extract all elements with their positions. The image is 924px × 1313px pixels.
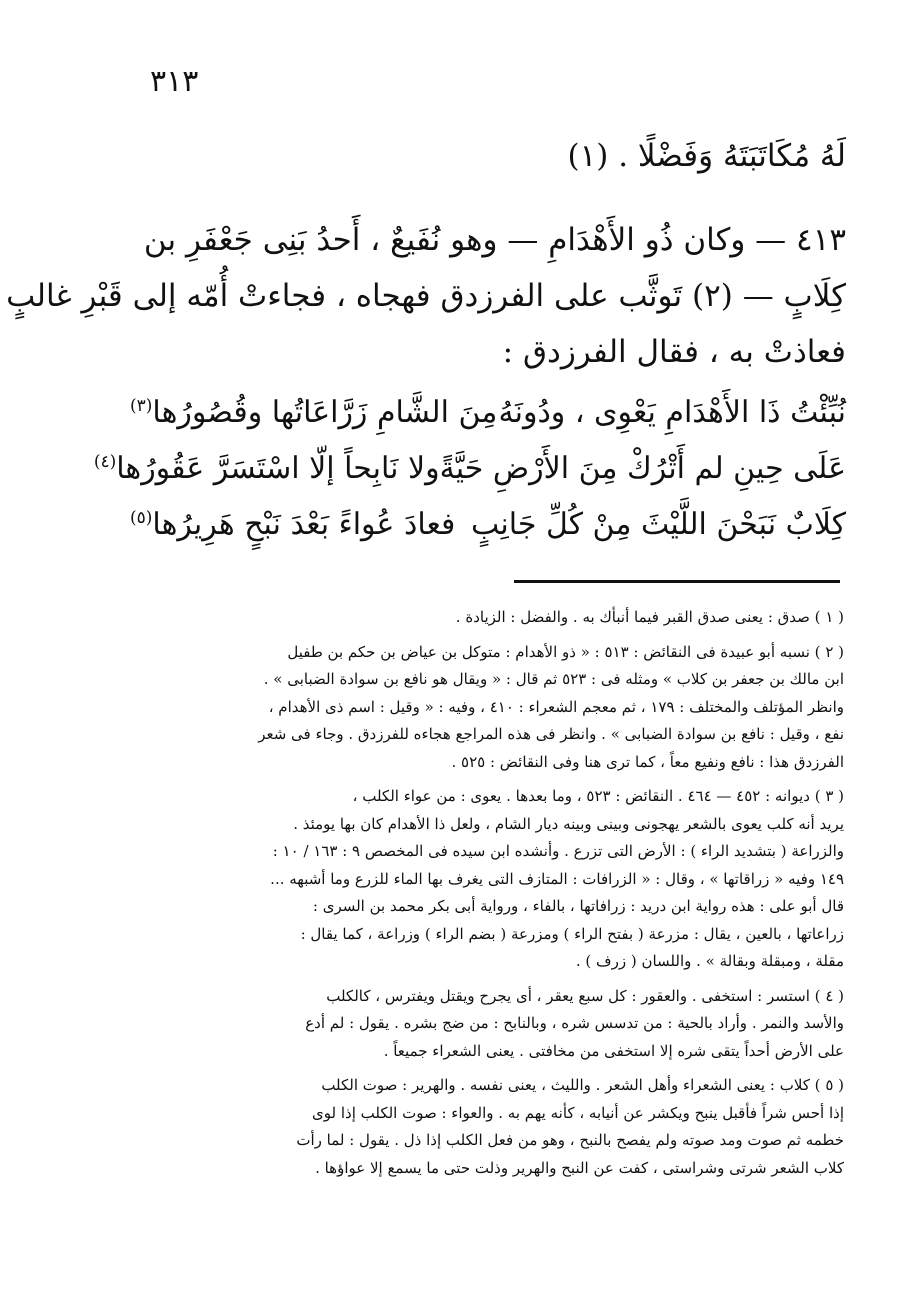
footnote-2: [132, 639, 844, 777]
paragraph-line: فعاذتْ به ، فقال الفرزدق :: [502, 334, 846, 370]
footnote-separator: [514, 580, 840, 583]
footnote-line: ( ٢ ) نسبه أبو عبيدة فى النقائض : ٥١٣ : « ذو الأهدام : متوكل بن عياض بن حكم بن طفيل: [287, 642, 844, 661]
footnote-line: ( ١ ) صدق : يعنى صدق القبر فيما أنبأك به . والفضل : الزيادة .: [455, 608, 844, 626]
footnote-line: إذا أحس شراً فأقبل ينبح ويكشر عن أنيابه ، كأنه يهم به . والعواء : صوت الكلب إذا لوى: [312, 1103, 844, 1122]
paragraph-line: كِلَابٍ — (٢) تَوثَّب على الفرزدق فهجاه ، فجاءتْ أُمّه إلى قَبْرِ غالبٍ: [6, 278, 846, 314]
verse-first-hemistich: نُبِّئْتُ ذَا الأَهْدَامِ يَعْوِى ، ودُونَهُ: [498, 394, 846, 430]
footnote-line: ابن مالك بن جعفر بن كلاب » ومثله فى : ٥٢٣ ثم قال : « ويقال هو نافع بن سوادة الضبابى » .: [263, 670, 844, 688]
footnote-4: [132, 983, 844, 1066]
footnote-line: كلاب الشعر شرتى وشراستى ، كفت عن النبح والهرير وذلت حتى ما يسمع إلا عواؤها .: [315, 1158, 844, 1177]
verse-second-hemistich: [130, 395, 497, 430]
footnote-line: مقلة ، ومبقلة وبقالة » . واللسان ( زرف ) .: [575, 952, 844, 970]
verse-first-hemistich: عَلَى حِينِ لم أَتْرُكْ مِنَ الأَرْضِ حَيَّةً: [439, 450, 846, 486]
footnote-line: والأسد والنمر . وأراد بالحية : من تدسس شره ، وبالنابح : من ضج بشره . يقول : لم أدع: [305, 1014, 844, 1032]
footnote-line: قال أبو على : هذه رواية ابن دريد : زرافاتها ، بالفاء ، ورواية أبى بكر محمد بن السرى :: [312, 897, 844, 915]
verse-second-text: مِنَ الشَّامِ زَرَّاعَاتُها وقُصُورُها: [152, 394, 498, 430]
footnote-line: والزراعة ( بتشديد الراء ) : الأرض التى تزرع . وأنشده ابن سيده فى المخصص ٩ : ١٦٣ / ١٠ :: [272, 842, 844, 860]
footnote-line: خطمه ثم صوت ومد صوته ولم يفصح بالنبح ، وهو من فعل الكلب إذا ذل . يقول : لما رأت: [296, 1131, 844, 1149]
verse-second-text: ولا نَابِحاً إلّا اسْتَسَرَّ عَقُورُها: [116, 450, 440, 486]
verse: [130, 384, 846, 440]
footnote-line: نفع ، وقيل : نافع بن سوادة الضبابى » . وانظر فى هذه المراجع هجاءه للفرزدق . وجاء فى شعر: [258, 725, 844, 743]
verse: [130, 496, 846, 552]
poem-verses: [93, 384, 846, 552]
footnote-line: ( ٣ ) ديوانه : ٤٥٢ — ٤٦٤ . النقائض : ٥٢٣ ، وما بعدها . يعوى : من عواء الكلب ،: [352, 787, 844, 805]
footnote-line: يريد أنه كلب يعوى بالشعر يهجونى وبينى وبينه ديار الشام ، ولعل ذا الأهدام كان بها يومئذ .: [293, 814, 844, 833]
page-number: ٣١٣: [150, 64, 199, 99]
verse-first-hemistich: كِلَابٌ نَبَحْنَ اللَّيْثَ مِنْ كُلِّ جَانِبٍ: [470, 506, 846, 542]
footnote-line: على الأرض أحداً يتقى شره إلا استخفى من مخافتى . يعنى الشعراء جميعاً .: [383, 1041, 844, 1060]
verse-second-hemistich: [130, 507, 455, 542]
footnote-marker: (٤): [93, 451, 117, 472]
footnote-marker: (٥): [130, 507, 153, 528]
footnote-line: زراعاتها ، بالعين ، يقال : مزرعة ( بفتح الراء ) ومزرعة ( بضم الراء ) وزراعة ، كما يقال :: [300, 924, 844, 943]
paragraph-line: ٤١٣ — وكان ذُو الأَهْدَامِ — وهو نُفَيعٌ ، أَحدُ بَنِى جَعْفَرِ بن: [143, 222, 846, 258]
verse: [93, 440, 846, 496]
footnote-5: [132, 1072, 844, 1182]
footnote-line: الفرزدق هذا : نافع ونفيع معاً ، كما ترى هنا وفى النقائض : ٥٢٥ .: [451, 752, 844, 771]
footnote-1: [132, 604, 844, 632]
footnotes: [132, 604, 844, 1189]
verse-second-text: فعادَ عُواءً بَعْدَ نَبْحٍ هَرِيرُها: [152, 506, 456, 542]
footnote-3: [132, 783, 844, 976]
footnote-marker: (٣): [130, 395, 153, 416]
entry-paragraph: [6, 212, 846, 380]
footnote-line: وانظر المؤتلف والمختلف : ١٧٩ ، ثم معجم الشعراء : ٤١٠ ، وفيه : « وقيل : اسم ذى الأهدام ،: [268, 697, 844, 716]
footnote-line: ( ٥ ) كلاب : يعنى الشعراء وأهل الشعر . والليث ، يعنى نفسه . والهرير : صوت الكلب: [321, 1076, 844, 1094]
verse-second-hemistich: [94, 451, 440, 486]
footnote-line: ١٤٩ وفيه « زراقاتها » ، وقال : « الزرافات : المتازف التى يغرف بها الماء للزرع وما أشبهه ...: [270, 869, 844, 888]
footnote-line: ( ٤ ) استسر : استخفى . والعقور : كل سبع يعقر ، أى يجرح ويقتل ويفترس ، كالكلب: [326, 986, 844, 1005]
intro-line: لَهُ مُكَاتَبَتَهُ وَفَضْلًا . (١): [567, 138, 846, 174]
